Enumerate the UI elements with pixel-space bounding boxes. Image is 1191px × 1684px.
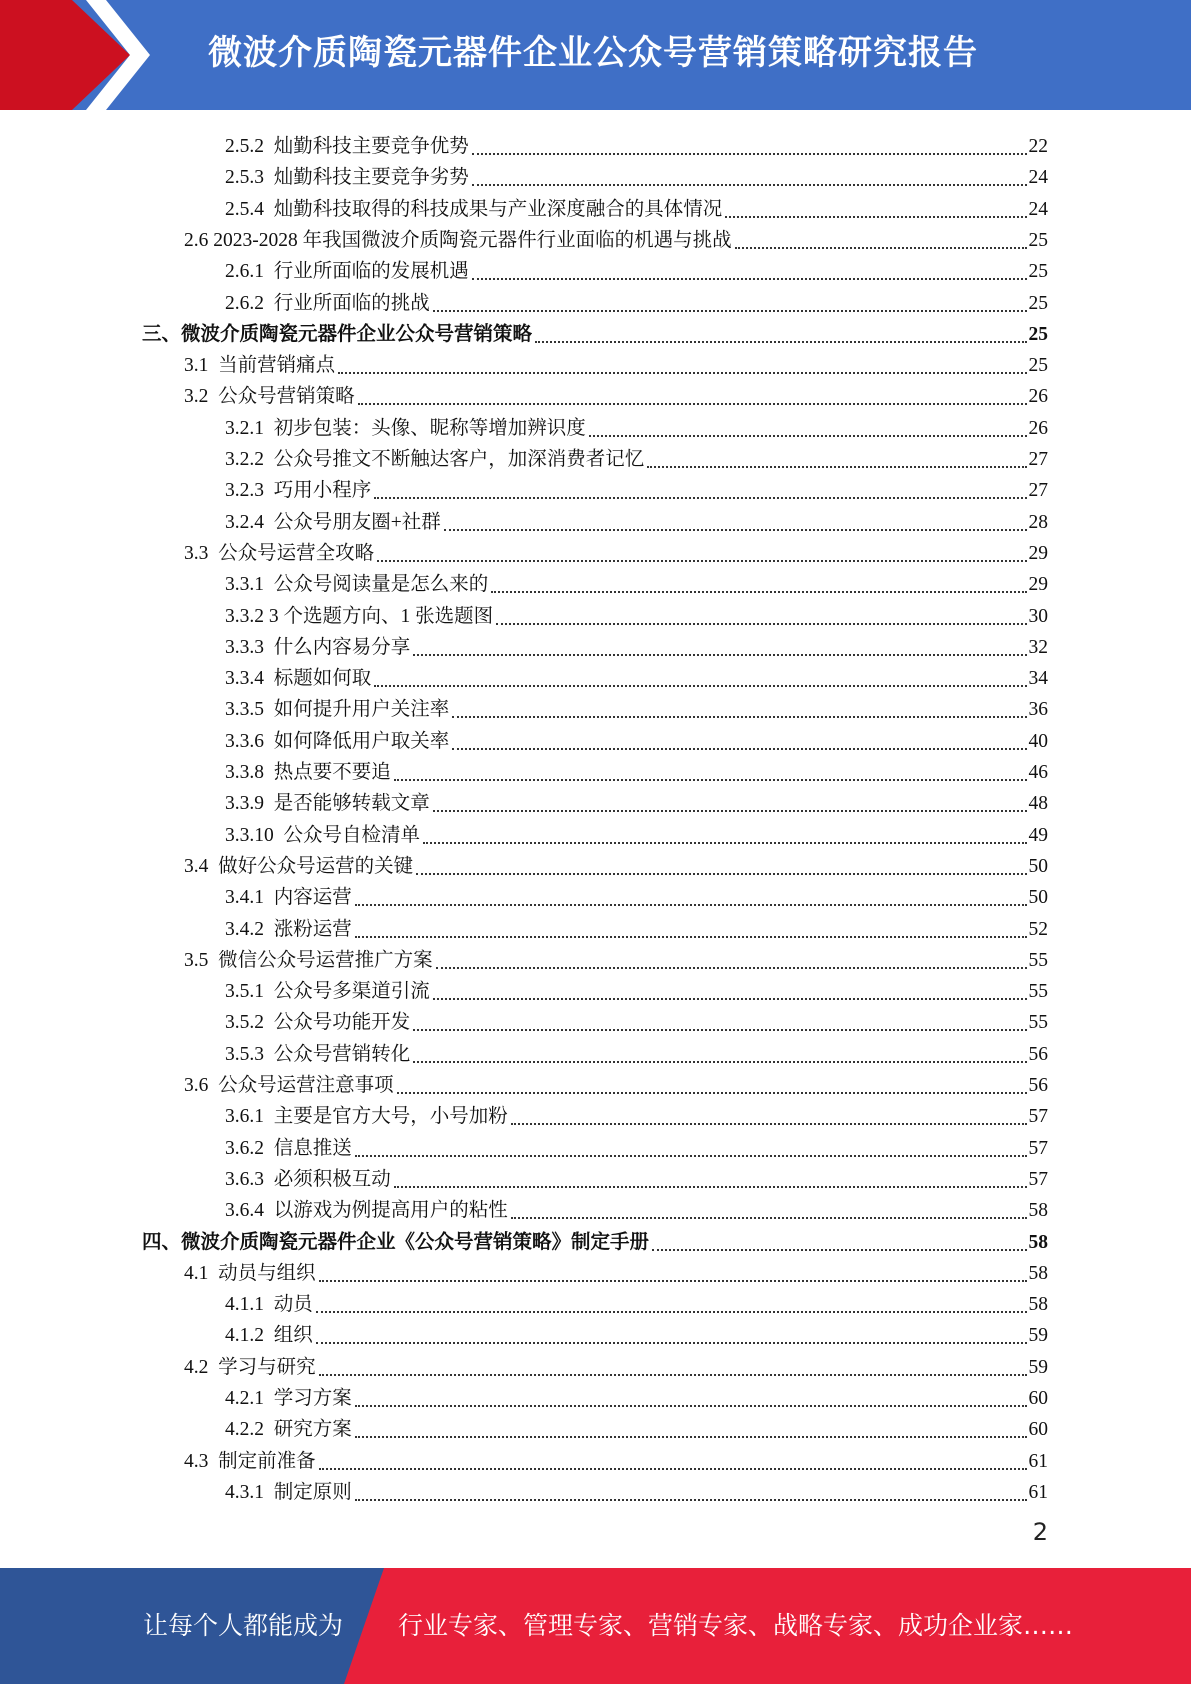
toc-entry[interactable] [225,879,1048,910]
toc-entry[interactable] [184,1443,1048,1474]
toc-entry[interactable] [225,1161,1048,1192]
toc-entry-title: 3.2.3 巧用小程序 [225,480,372,502]
toc-entry[interactable] [225,253,1048,284]
toc-entry[interactable] [225,441,1048,472]
toc-entry[interactable] [184,848,1048,879]
toc-entry-page: 58 [1028,1200,1048,1222]
toc-entry-page: 24 [1028,198,1048,220]
toc-entry-page: 27 [1028,449,1048,470]
toc-dot-leader [316,1341,1027,1344]
toc-entry-page: 55 [1028,1012,1048,1034]
toc-entry-title: 三、微波介质陶瓷元器件企业公众号营销策略 [142,323,533,345]
toc-entry-title: 3.3.4 标题如何取 [225,668,372,690]
toc-entry-title: 3.2.1 初步包装：头像、昵称等增加辨识度 [225,417,586,439]
toc-dot-leader [652,1248,1026,1251]
toc-entry-title: 2.6.1 行业所面临的发展机遇 [225,261,469,283]
toc-entry-page: 55 [1028,949,1048,971]
toc-entry-page: 46 [1028,762,1048,783]
toc-entry-page: 24 [1028,167,1048,189]
toc-entry[interactable] [225,598,1048,629]
toc-entry-page: 50 [1028,855,1048,877]
toc-dot-leader [316,1310,1027,1313]
toc-entry[interactable] [225,754,1048,785]
page-header [0,0,1191,110]
toc-entry-title: 3.3.10 公众号自检清单 [225,824,421,846]
toc-entry-page: 59 [1028,1325,1048,1347]
toc-entry-title: 四、微波介质陶瓷元器件企业《公众号营销策略》制定手册 [142,1231,650,1253]
toc-entry[interactable] [225,128,1048,159]
toc-dot-leader [413,653,1026,656]
toc-dot-leader [423,841,1026,844]
toc-dot-leader [338,371,1026,374]
toc-entry-title: 4.3.1 制定原则 [225,1481,352,1503]
toc-entry[interactable] [225,1192,1048,1223]
toc-dot-leader [735,246,1027,249]
toc-dot-leader [436,966,1027,969]
toc-dot-leader [319,1373,1027,1376]
toc-entry-page: 27 [1028,480,1048,502]
toc-dot-leader [374,496,1026,499]
toc-entry[interactable] [184,222,1048,253]
toc-entry-page: 55 [1028,981,1048,1003]
page-footer [0,1568,1191,1684]
toc-entry-title: 3.6.4 以游戏为例提高用户的粘性 [225,1200,508,1222]
toc-dot-leader [472,183,1027,186]
toc-entry-title: 3.6.1 主要是官方大号，小号加粉 [225,1106,508,1128]
toc-entry[interactable] [184,942,1048,973]
toc-entry-title: 2.6 2023-2028 年我国微波介质陶瓷元器件行业面临的机遇与挑战 [184,229,732,251]
report-title: 微波介质陶瓷元器件企业公众号营销策略研究报告 [208,33,978,73]
toc-dot-leader [394,1185,1027,1188]
toc-entry-page: 50 [1028,887,1048,909]
toc-entry-page: 58 [1028,1231,1048,1253]
toc-entry[interactable] [225,723,1048,754]
toc-entry[interactable] [225,691,1048,722]
toc-entry[interactable] [142,316,1048,347]
toc-entry[interactable] [225,785,1048,816]
toc-entry[interactable] [225,1286,1048,1317]
toc-entry[interactable] [184,535,1048,566]
toc-entry-page: 25 [1028,323,1048,345]
toc-entry-page: 25 [1028,229,1048,251]
toc-dot-leader [397,1091,1027,1094]
toc-entry[interactable] [225,1317,1048,1348]
toc-dot-leader [433,809,1027,812]
toc-entry[interactable] [225,660,1048,691]
toc-entry-title: 4.1.1 动员 [225,1294,313,1316]
toc-entry-title: 3.3.8 热点要不要追 [225,762,391,783]
toc-entry-title: 4.2.2 研究方案 [225,1419,352,1441]
toc-entry[interactable] [184,378,1048,409]
toc-entry[interactable] [184,1255,1048,1286]
toc-entry-title: 3.2.2 公众号推文不断触达客户，加深消费者记忆 [225,449,645,470]
toc-entry-title: 2.5.4 灿勤科技取得的科技成果与产业深度融合的具体情况 [225,198,723,220]
toc-dot-leader [377,559,1026,562]
toc-entry-title: 4.1.2 组织 [225,1325,313,1347]
toc-entry[interactable] [225,566,1048,597]
toc-entry-page: 36 [1028,699,1048,721]
toc-entry-page: 32 [1028,636,1048,658]
toc-dot-leader [319,1279,1027,1282]
toc-entry-title: 3.3.5 如何提升用户关注率 [225,699,450,721]
toc-dot-leader [416,872,1026,875]
toc-entry-title: 3.1 当前营销痛点 [184,355,336,377]
toc-dot-leader [394,778,1027,781]
toc-entry[interactable] [225,191,1048,222]
footer-slogan-left: 让每个人都能成为 [143,1611,344,1640]
toc-dot-leader [496,622,1026,625]
toc-entry-title: 4.1 动员与组织 [184,1262,316,1284]
toc-dot-leader [433,997,1027,1000]
toc-dot-leader [491,590,1026,593]
toc-entry-page: 30 [1028,605,1048,627]
toc-entry-page: 25 [1028,261,1048,283]
toc-entry-title: 3.2 公众号营销策略 [184,386,355,408]
toc-entry-title: 2.5.3 灿勤科技主要竞争劣势 [225,167,469,189]
toc-dot-leader [472,152,1027,155]
toc-entry-page: 28 [1028,511,1048,533]
toc-entry-title: 3.4.2 涨粉运营 [225,918,352,940]
toc-entry-title: 3.4 做好公众号运营的关键 [184,855,414,877]
toc-dot-leader [355,1404,1027,1407]
toc-dot-leader [589,434,1027,437]
toc-entry-page: 56 [1028,1075,1048,1096]
toc-entry[interactable] [225,1474,1048,1505]
toc-dot-leader [413,1028,1026,1031]
toc-dot-leader [433,309,1027,312]
toc-dot-leader [725,215,1026,218]
toc-entry-page: 48 [1028,793,1048,815]
toc-dot-leader [452,747,1026,750]
toc-entry-page: 22 [1028,136,1048,157]
toc-entry-page: 29 [1028,542,1048,564]
toc-dot-leader [358,402,1027,405]
toc-dot-leader [319,1467,1027,1470]
toc-entry[interactable] [225,472,1048,503]
toc-entry-page: 25 [1028,355,1048,377]
toc-entry-title: 3.6.2 信息推送 [225,1137,352,1159]
toc-entry-title: 3.6 公众号运营注意事项 [184,1075,394,1096]
toc-entry-title: 3.5.3 公众号营销转化 [225,1043,411,1065]
toc-entry-title: 3.3.2 3 个选题方向、1 张选题图 [225,605,494,627]
toc-entry-page: 59 [1028,1356,1048,1378]
toc-entry[interactable] [225,629,1048,660]
toc-entry-page: 61 [1028,1481,1048,1503]
page-number: 2 [1032,1518,1048,1546]
toc-entry-title: 3.2.4 公众号朋友圈+社群 [225,511,441,533]
toc-entry[interactable] [225,1098,1048,1129]
toc-entry-page: 26 [1028,417,1048,439]
toc-dot-leader [444,528,1027,531]
toc-dot-leader [355,1154,1027,1157]
toc-dot-leader [355,1498,1027,1501]
toc-entry-page: 34 [1028,668,1048,690]
footer-slogan-right: 行业专家、管理专家、营销专家、战略专家、成功企业家…… [398,1611,1074,1640]
toc-entry-title: 2.6.2 行业所面临的挑战 [225,292,430,314]
toc-entry-title: 3.5 微信公众号运营推广方案 [184,949,433,971]
toc-entry-title: 3.3.6 如何降低用户取关率 [225,730,450,752]
toc-entry[interactable] [225,504,1048,535]
toc-dot-leader [535,340,1026,343]
toc-entry[interactable] [225,159,1048,190]
toc-entry-title: 3.5.2 公众号功能开发 [225,1012,411,1034]
toc-dot-leader [355,1435,1027,1438]
toc-entry-title: 4.3 制定前准备 [184,1450,316,1472]
toc-entry-page: 57 [1028,1137,1048,1159]
toc-entry-page: 58 [1028,1262,1048,1284]
toc-dot-leader [355,903,1027,906]
toc-entry-page: 26 [1028,386,1048,408]
toc-entry-page: 60 [1028,1388,1048,1409]
toc-dot-leader [647,465,1026,468]
toc-entry[interactable] [225,285,1048,316]
toc-entry-title: 4.2 学习与研究 [184,1356,316,1378]
toc-entry[interactable] [225,1380,1048,1411]
toc-entry-page: 25 [1028,292,1048,314]
toc-entry-title: 3.3.9 是否能够转载文章 [225,793,430,815]
toc-dot-leader [511,1122,1027,1125]
toc-entry-page: 61 [1028,1450,1048,1472]
toc-entry[interactable] [225,973,1048,1004]
toc-entry[interactable] [225,1036,1048,1067]
toc-dot-leader [452,715,1026,718]
toc-entry-page: 60 [1028,1419,1048,1441]
toc-dot-leader [511,1216,1027,1219]
toc-entry-title: 3.4.1 内容运营 [225,887,352,909]
toc-entry[interactable] [225,410,1048,441]
toc-entry[interactable] [142,1224,1048,1255]
toc-dot-leader [472,277,1027,280]
toc-entry-page: 57 [1028,1168,1048,1190]
toc-entry[interactable] [184,347,1048,378]
toc-entry-page: 58 [1028,1294,1048,1316]
toc-entry-title: 2.5.2 灿勤科技主要竞争优势 [225,136,469,157]
toc-entry-page: 52 [1028,918,1048,940]
toc-entry-title: 3.3.3 什么内容易分享 [225,636,411,658]
toc-entry-page: 57 [1028,1106,1048,1128]
toc-dot-leader [413,1060,1026,1063]
toc-entry-title: 3.6.3 必须积极互动 [225,1168,391,1190]
toc-entry-page: 56 [1028,1043,1048,1065]
toc-dot-leader [374,684,1026,687]
toc-entry-page: 49 [1028,824,1048,846]
toc-entry-title: 4.2.1 学习方案 [225,1388,352,1409]
toc-entry[interactable] [225,911,1048,942]
toc-entry[interactable] [225,1004,1048,1035]
toc-entry-page: 40 [1028,730,1048,752]
toc-entry[interactable] [184,1067,1048,1098]
toc-entry-page: 29 [1028,574,1048,596]
toc-entry-title: 3.3 公众号运营全攻略 [184,542,375,564]
toc-entry[interactable] [225,817,1048,848]
toc-dot-leader [355,935,1027,938]
toc-entry[interactable] [225,1130,1048,1161]
toc-entry-title: 3.3.1 公众号阅读量是怎么来的 [225,574,489,596]
toc-entry-title: 3.5.1 公众号多渠道引流 [225,981,430,1003]
toc-entry[interactable] [225,1411,1048,1442]
toc-entry[interactable] [184,1349,1048,1380]
